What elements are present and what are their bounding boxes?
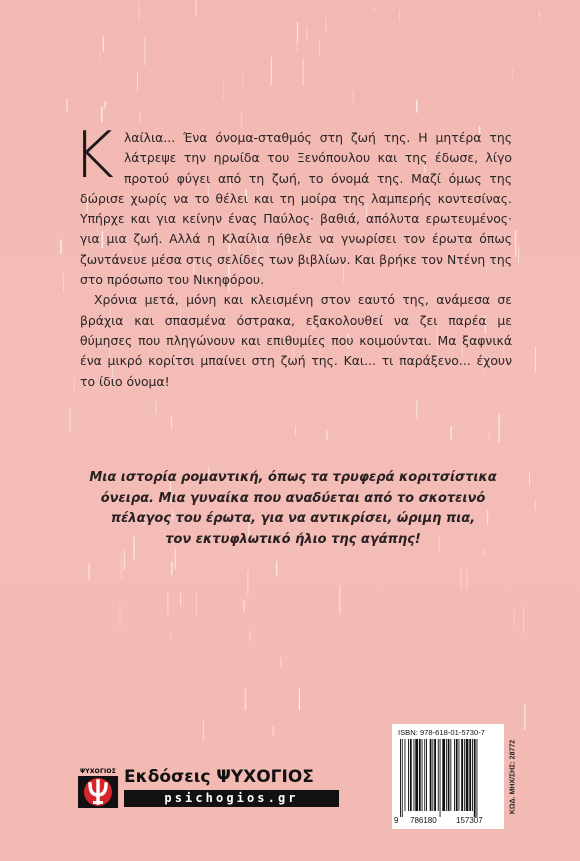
barcode-bar — [442, 739, 445, 811]
logo-mark-label: ΨΥΧΟΓΙΟΣ — [79, 768, 117, 775]
barcode-bar — [400, 739, 401, 817]
publisher-url: psichogios.gr — [124, 790, 339, 807]
tagline-line-1: Μια ιστορία ρομαντική, όπως τα τρυφερά κοριτσίστικα — [89, 470, 497, 485]
barcode-bar — [456, 739, 458, 811]
barcode-bar — [419, 739, 421, 811]
barcode-bar — [450, 739, 451, 811]
barcode-bar — [410, 739, 412, 811]
barcode-bar — [472, 739, 473, 811]
drop-cap: Κ — [72, 119, 114, 193]
barcode-bar — [446, 739, 447, 811]
barcode-box — [392, 724, 504, 829]
barcode-bar — [454, 739, 455, 811]
tagline-line-2: όνειρα. Μια γυναίκα που αναδύεται από το σκοτεινό — [100, 490, 486, 506]
barcode-bar — [466, 739, 469, 811]
barcode-bar — [422, 739, 423, 811]
barcode-digits-left: 786180 — [410, 816, 437, 825]
barcode-bar — [408, 739, 409, 811]
barcode-bar — [414, 739, 415, 811]
barcode-bar — [469, 739, 471, 811]
barcode-bar — [405, 739, 406, 811]
product-code-text: ΚΩΔ. ΜΗΧ/ΣΗΣ: 28772 — [509, 739, 517, 814]
barcode-bar — [430, 739, 432, 811]
publisher-logo — [78, 768, 348, 808]
barcode-bar — [426, 739, 427, 811]
barcode-bar — [432, 739, 433, 811]
barcode-bar — [477, 739, 478, 817]
product-code — [508, 724, 518, 829]
barcode-bar — [434, 739, 436, 811]
barcode-bar — [459, 739, 460, 811]
tagline — [88, 468, 498, 550]
blurb-paragraph-1 — [72, 119, 512, 290]
barcode-bar — [461, 739, 463, 811]
blurb-paragraph-1-text: λαίλια... Ένα όνομα-σταθμός στη ζωή της. Η μητέρα της λάτρεψε την ηρωίδα του Ξενόπουλου και της έδωσε, λίγο προτού φύγει από τη ζωή, το όνομά της. Μαζί όμως της δώρισε χωρίς να το θέλει και τη μοίρα της λαμπερής κοντεσίνας. Υπήρχε και για κείνην ένας Παύλος· βαθιά, απόλυτα ερωτευμένος· για μια ζωή. Αλλά η Κλαίλια ήθελε να γνωρίσει τον έρωτα όπως ζωντάνευε μέσα στις σελίδες των βιβλίων. Και βρήκε τον Ντένη της στο πρόσωπο του Νικηφόρου. — [80, 130, 512, 288]
barcode-bar — [424, 739, 425, 811]
blurb-text — [72, 119, 512, 392]
psi-logo-icon — [78, 768, 118, 808]
barcode-bar — [448, 739, 450, 811]
blurb-paragraph-2: Χρόνια μετά, μόνη και κλεισμένη στον εαυτό της, ανάμεσα σε βράχια και σπασμένα όστρακα, εξακολουθεί να ζει παρέα με θύμησες που πληγώνουν και επιθυμίες που κοιμούνται. Μα ξαφνικά ένα μικρό κορίτσι μπαίνει στη ζωή της. Και... τι παράξενο... έχουν το ίδιο όνομα! — [80, 292, 512, 389]
barcode-icon — [398, 739, 498, 819]
barcode-digits-right: 157307 — [456, 816, 483, 825]
publisher-name: Εκδόσεις ΨΥΧΟΓΙΟΣ — [124, 767, 314, 787]
tagline-line-3: πέλαγος του έρωτα, για να αντικρίσει, ώριμη πια, — [110, 511, 476, 527]
isbn-label: ISBN: 978-618-01-5730-7 — [398, 728, 485, 737]
tagline-line-4: τον εκτυφλωτικό ήλιο της αγάπης! — [165, 531, 421, 547]
barcode-bar — [464, 739, 465, 811]
barcode-bar — [440, 739, 441, 817]
barcode-bar — [438, 739, 439, 811]
barcode-bar — [402, 739, 403, 817]
barcode-digit-first: 9 — [394, 816, 399, 825]
barcode-bar — [474, 739, 476, 817]
barcode-bar — [415, 739, 418, 811]
